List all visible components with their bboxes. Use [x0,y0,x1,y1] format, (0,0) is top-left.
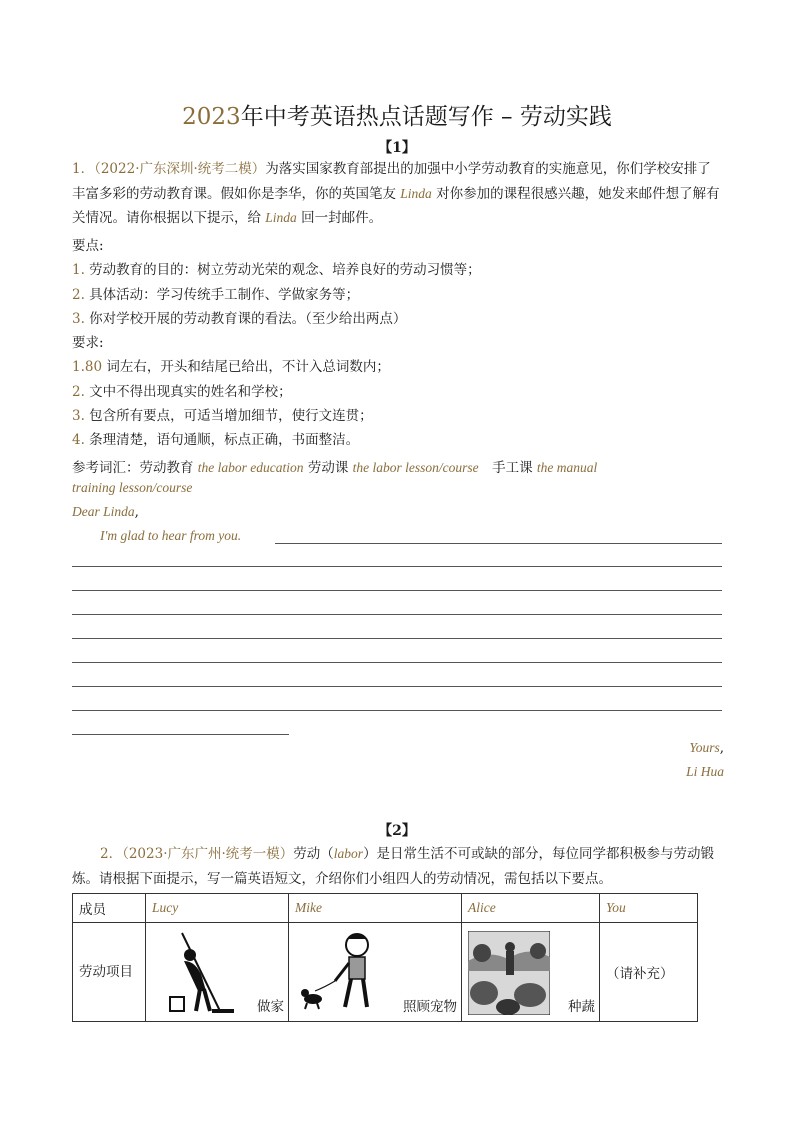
requirement-item: 3. 包含所有要点，可适当增加细节，使行文连贯； [72,408,373,424]
caption: 做家 [257,999,284,1015]
writing-line[interactable] [72,662,722,663]
point-item: 2. 具体活动：学习传统手工制作、学做家务等； [72,287,360,303]
requirement-item: 2. 文中不得出现真实的姓名和学校； [72,384,292,400]
writing-line[interactable] [72,590,722,591]
writing-line[interactable] [275,543,722,544]
lucy-cell [146,923,289,1022]
header-cell: Alice [462,894,600,923]
caption: 种蔬 [568,999,595,1015]
writing-line[interactable] [72,710,722,711]
point-item: 1. 劳动教育的目的：树立劳动光荣的观念、培养良好的劳动习惯等； [72,262,481,278]
row-label: 劳动项目 [73,923,146,1022]
opening-sentence: I'm glad to hear from you. [100,528,242,543]
section-1-tag: 【1】 [378,140,416,156]
signature: Li Hua [686,764,724,779]
walking-dog-figure-icon [295,931,405,1017]
writing-line[interactable] [72,614,722,615]
writing-line[interactable] [72,566,722,567]
writing-line[interactable] [72,638,722,639]
planting-vegetables-icon [468,931,550,1015]
vocab-line: 参考词汇：劳动教育 the labor education 劳动课 the labor lesson/course 手工课 the manual [72,460,598,476]
point-item: 3. 你对学校开展的劳动教育课的看法。（至少给出两点） [72,311,407,327]
requirements-title: 要求: [72,335,104,351]
you-cell[interactable]: （请补充） [600,923,698,1022]
points-title: 要点: [72,238,104,254]
alice-cell [462,923,600,1022]
writing-line[interactable] [72,686,722,687]
page-title: 2023年中考英语热点话题写作 – 劳动实践 [182,104,612,130]
header-cell: You [600,894,698,923]
mopping-figure-icon [152,931,247,1017]
header-cell: 成员 [73,894,146,923]
vocab-continued: training lesson/course [72,480,193,495]
requirement-item: 4. 条理清楚，语句通顺，标点正确，书面整洁。 [72,432,360,448]
header-cell: Mike [289,894,462,923]
table-header-row [73,894,698,923]
question-1-prompt: 1．（2022·广东深圳·统考二模）为落实国家教育部提出的加强中小学劳动教育的实施意见，你们学校安排了丰富多彩的劳动教育课。假如你是李华，你的英国笔友 Linda 对你参加的课程很感兴趣，她发来邮件想了解有关情况。请你根据以下提示，给 Linda 回一封邮件。 [72,161,720,226]
requirement-item: 1.80 词左右，开头和结尾已给出，不计入总词数内； [72,359,390,375]
header-cell: Lucy [146,894,289,923]
question-2-prompt: 2．（2023·广东广州·统考一模）劳动（labor）是日常生活不可或缺的部分，每位同学都积极参与劳动锻炼。请根据下面提示，写一篇英语短文，介绍你们小组四人的劳动情况，需包括以下要点。 [72,846,715,887]
table-row [73,923,698,1022]
section-2-tag: 【2】 [378,823,416,839]
mike-cell [289,923,462,1022]
greeting: Dear Linda, [72,504,139,520]
caption: 照顾宠物 [403,999,457,1015]
closing: Yours, [689,740,724,756]
members-table [72,893,698,1022]
writing-line[interactable] [72,734,289,735]
